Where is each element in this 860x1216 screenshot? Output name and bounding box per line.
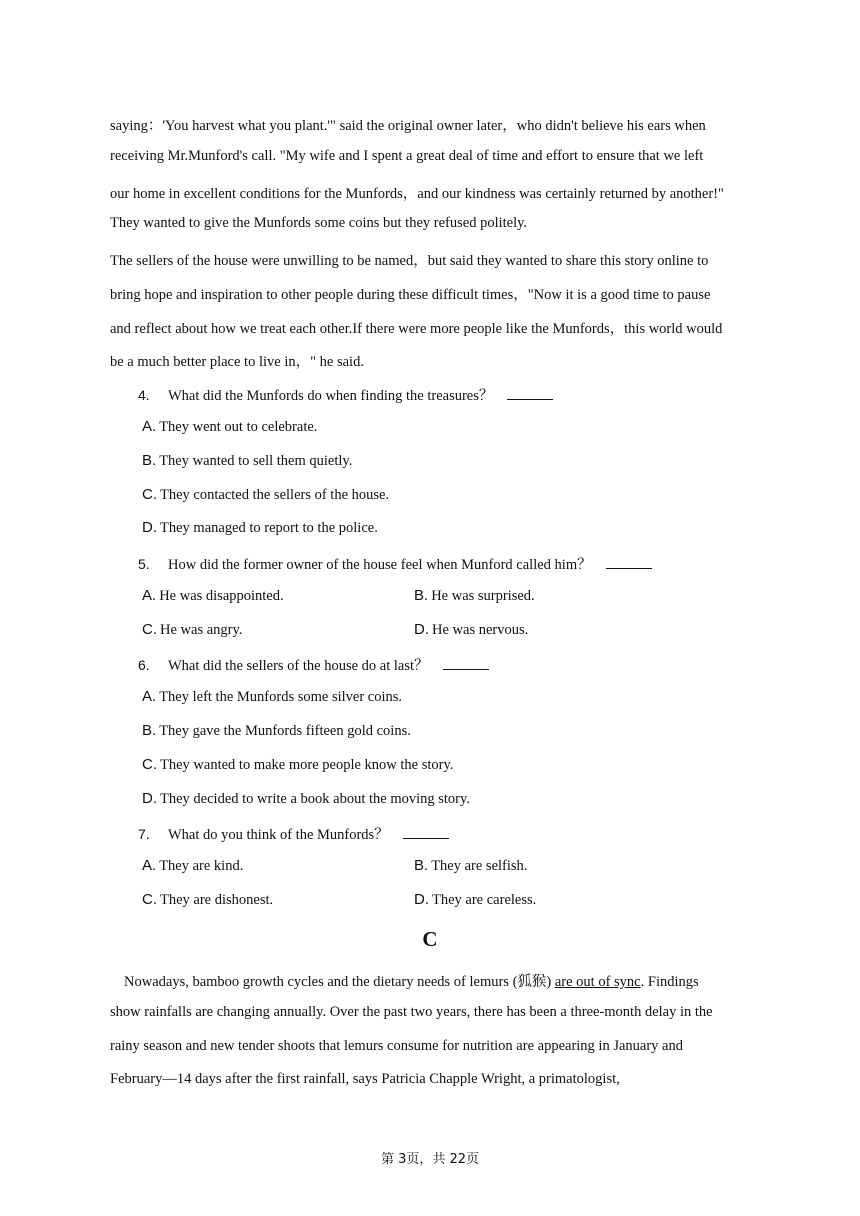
option-6b[interactable] [142, 722, 411, 740]
option-text: They decided to write a book about the moving story. [160, 791, 470, 807]
passage-line [124, 970, 699, 991]
option-text: They wanted to make more people know the story. [160, 757, 454, 773]
question-text: What did the sellers of the house do at last？ [168, 658, 429, 674]
option-7d[interactable] [414, 891, 536, 909]
option-letter: B. [414, 857, 429, 874]
option-text: He was surprised. [431, 588, 535, 604]
passage-line: They wanted to give the Munfords some coins but they refused politely. [110, 215, 528, 231]
option-text: They gave the Munfords fifteen gold coins. [159, 723, 411, 739]
option-7a[interactable] [142, 857, 243, 875]
passage-line: our home in excellent conditions for the Munfords，and our kindness was certainly returned by another!" [110, 186, 724, 202]
question-text: How did the former owner of the house feel when Munford called him？ [168, 557, 592, 573]
page-footer: 第 3页，共 22页 [380, 1152, 480, 1167]
question-6 [138, 654, 489, 675]
option-text: They managed to report to the police. [160, 520, 378, 536]
question-number: 5. [138, 556, 150, 572]
option-text: He was nervous. [432, 622, 529, 638]
passage-line: The sellers of the house were unwilling to be named，but said they wanted to share this story online to [110, 253, 709, 269]
question-text: What do you think of the Munfords？ [168, 827, 389, 843]
option-text: They went out to celebrate. [159, 419, 318, 435]
option-text: They left the Munfords some silver coins. [159, 689, 403, 705]
question-number: 7. [138, 826, 150, 842]
underlined-phrase: are out of sync [554, 974, 641, 990]
text-segment: Nowadays, bamboo growth cycles and the dietary needs of lemurs (狐猴) [124, 974, 555, 990]
option-letter: B. [142, 452, 157, 469]
option-7b[interactable] [414, 857, 527, 875]
passage-line: February—14 days after the first rainfall, says Patricia Chapple Wright, a primatologist, [110, 1071, 620, 1087]
option-letter: A. [142, 857, 157, 874]
option-4b[interactable] [142, 452, 352, 470]
passage-line: rainy season and new tender shoots that lemurs consume for nutrition are appearing in January and [110, 1038, 683, 1054]
option-letter: D. [414, 621, 429, 638]
option-5c[interactable] [142, 621, 242, 639]
question-7 [138, 823, 449, 844]
passage-line: and reflect about how we treat each other.If there were more people like the Munfords，this world would [110, 321, 723, 337]
text-segment: . Findings [640, 974, 699, 990]
option-text: He was disappointed. [159, 588, 284, 604]
question-number: 6. [138, 657, 150, 673]
option-letter: C. [142, 756, 157, 773]
option-5a[interactable] [142, 587, 284, 605]
option-letter: C. [142, 891, 157, 908]
option-6a[interactable] [142, 688, 402, 706]
option-4d[interactable] [142, 519, 378, 537]
option-letter: D. [414, 891, 429, 908]
option-letter: D. [142, 790, 157, 807]
option-text: They are dishonest. [160, 892, 274, 908]
option-letter: C. [142, 486, 157, 503]
answer-blank[interactable] [403, 826, 449, 839]
option-4a[interactable] [142, 418, 317, 436]
option-letter: A. [142, 688, 157, 705]
option-letter: C. [142, 621, 157, 638]
option-text: They contacted the sellers of the house. [160, 487, 390, 503]
option-letter: D. [142, 519, 157, 536]
option-5b[interactable] [414, 587, 535, 605]
passage-line: be a much better place to live in，" he said. [110, 354, 364, 370]
option-text: They are selfish. [431, 858, 528, 874]
answer-blank[interactable] [443, 657, 489, 670]
passage-line: show rainfalls are changing annually. Over the past two years, there has been a three-month delay in the [110, 1004, 713, 1020]
answer-blank[interactable] [507, 387, 553, 400]
option-6c[interactable] [142, 756, 453, 774]
option-5d[interactable] [414, 621, 528, 639]
option-text: They are careless. [432, 892, 537, 908]
passage-line: receiving Mr.Munford's call. "My wife and I spent a great deal of time and effort to ensure that we left [110, 148, 704, 164]
section-heading: C [422, 927, 438, 951]
question-5 [138, 553, 652, 574]
option-7c[interactable] [142, 891, 273, 909]
question-text: What did the Munfords do when finding the treasures？ [168, 388, 494, 404]
option-letter: B. [414, 587, 429, 604]
option-letter: A. [142, 587, 157, 604]
option-6d[interactable] [142, 790, 470, 808]
passage-line: bring hope and inspiration to other people during these difficult times，"Now it is a good time to pause [110, 287, 711, 303]
answer-blank[interactable] [606, 556, 652, 569]
option-text: They are kind. [159, 858, 244, 874]
question-number: 4. [138, 387, 150, 403]
question-4 [138, 384, 553, 405]
passage-line: saying：'You harvest what you plant.'" said the original owner later，who didn't believe his ears when [110, 118, 706, 134]
option-letter: B. [142, 722, 157, 739]
option-letter: A. [142, 418, 157, 435]
option-text: They wanted to sell them quietly. [159, 453, 353, 469]
option-text: He was angry. [160, 622, 243, 638]
option-4c[interactable] [142, 486, 389, 504]
